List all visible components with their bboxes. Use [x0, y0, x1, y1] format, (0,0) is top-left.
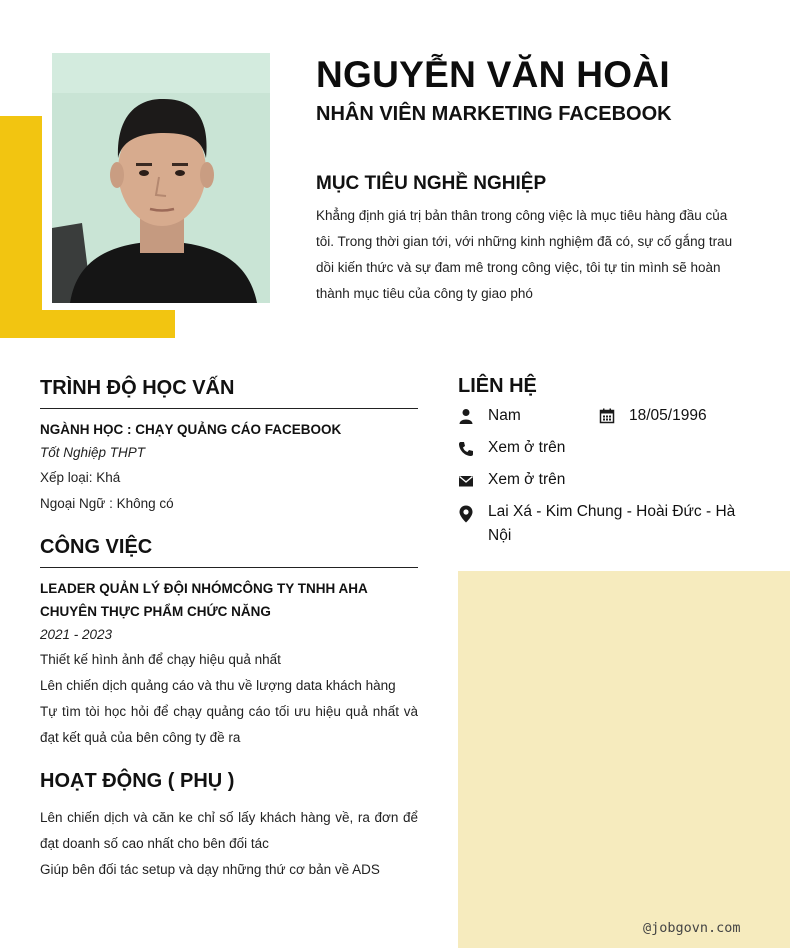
accent-bar-vertical	[0, 116, 42, 338]
contact-phone: Xem ở trên	[488, 439, 566, 456]
contact-address: Lai Xá - Kim Chung - Hoài Đức - Hà Nội	[488, 503, 736, 544]
work-duty: Tự tìm tòi học hỏi để chạy quảng cáo tối ưu hiệu quả nhất và đạt kết quả của bên công ty đề ra	[40, 704, 418, 745]
work-heading: CÔNG VIỆC	[40, 536, 153, 558]
profile-photo	[52, 53, 270, 303]
contact-heading: LIÊN HỆ	[458, 375, 537, 397]
contact-email: Xem ở trên	[488, 471, 566, 488]
person-icon	[458, 408, 474, 424]
work-period: 2021 - 2023	[40, 627, 113, 642]
work-duty: Lên chiến dịch quảng cáo và thu về lượng data khách hàng	[40, 678, 396, 693]
education-language: Ngoại Ngữ : Không có	[40, 496, 174, 511]
envelope-icon	[458, 473, 474, 489]
decorative-panel	[458, 571, 790, 948]
watermark-text: @jobgovn.com	[643, 920, 741, 936]
job-title: NHÂN VIÊN MARKETING FACEBOOK	[316, 103, 672, 125]
work-divider	[40, 567, 418, 568]
calendar-icon	[599, 408, 615, 424]
work-position: LEADER QUẢN LÝ ĐỘI NHÓMCÔNG TY TNHH AHA CHUYÊN THỰC PHẨM CHỨC NĂNG	[40, 581, 368, 619]
objective-text: Khẳng định giá trị bản thân trong công việc là mục tiêu hàng đầu của tôi. Trong thời gian tới, với những kinh nghiệm đã có, sự cố gắng trau dồi kiến thức và sự đam mê trong công việc, tôi tự tin mình sẽ hoàn thành mục tiêu của công ty giao phó	[316, 208, 733, 301]
activities-heading: HOẠT ĐỘNG ( PHỤ )	[40, 770, 235, 792]
accent-bar-horizontal	[0, 310, 175, 338]
phone-icon	[458, 441, 474, 457]
contact-gender: Nam	[488, 407, 521, 424]
contact-birthday: 18/05/1996	[629, 407, 707, 424]
education-divider	[40, 408, 418, 409]
activity-item: Giúp bên đối tác setup và dạy những thứ cơ bản về ADS	[40, 862, 380, 877]
education-major: NGÀNH HỌC : CHẠY QUẢNG CÁO FACEBOOK	[40, 422, 342, 437]
work-duty: Thiết kế hình ảnh để chạy hiệu quả nhất	[40, 652, 281, 667]
objective-heading: MỤC TIÊU NGHỀ NGHIỆP	[316, 173, 547, 194]
activity-item: Lên chiến dịch và căn ke chỉ số lấy khách hàng về, ra đơn để đạt doanh số cao nhất cho bên đối tác	[40, 810, 418, 851]
full-name: NGUYỄN VĂN HOÀI	[316, 54, 670, 95]
education-degree: Tốt Nghiệp THPT	[40, 445, 146, 460]
map-pin-icon	[458, 505, 474, 523]
education-grade: Xếp loại: Khá	[40, 470, 121, 485]
education-heading: TRÌNH ĐỘ HỌC VẤN	[40, 377, 235, 399]
